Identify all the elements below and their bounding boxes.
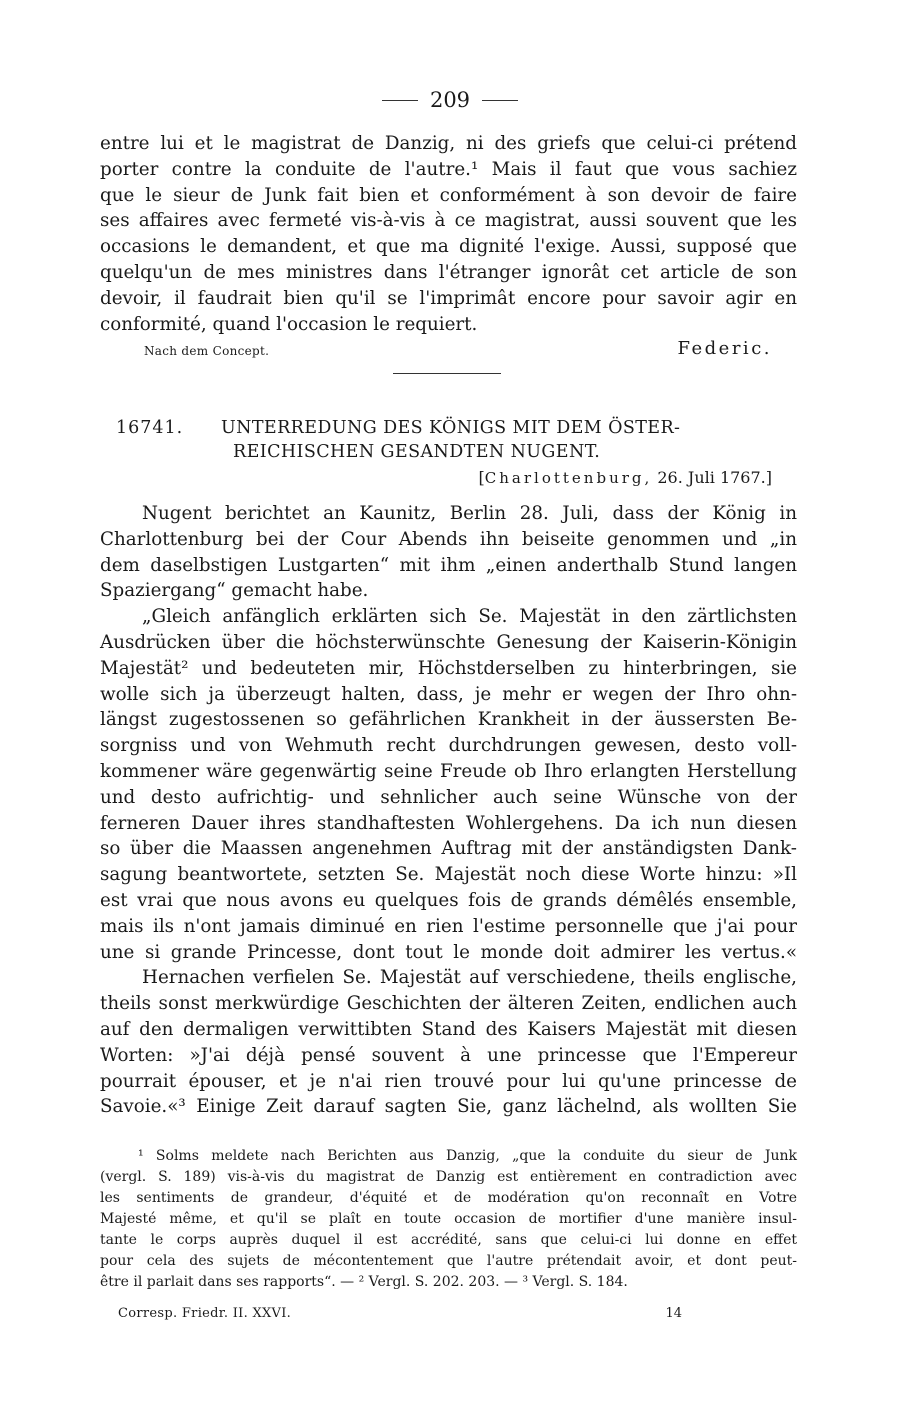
document-number: 16741.	[116, 418, 184, 438]
text-line: une si grande Princesse, dont tout le monde doit admirer les vertus.«	[100, 941, 797, 963]
footnote-line: (vergl. S. 189) vis-à-vis du magistrat de Danzig est entièrement en contradiction avec	[100, 1169, 797, 1185]
text-line: pourrait épouser, et je n'ai rien trouvé pour lui qu'une princesse de	[100, 1070, 797, 1092]
footnote-line: ¹ Solms meldete nach Berichten aus Danzig, „que la conduite du sieur de Junk	[138, 1148, 797, 1164]
text-line: Savoie.«³ Einige Zeit darauf sagten Sie, ganz lächelnd, als wollten Sie	[100, 1096, 797, 1118]
sheet-number: 14	[665, 1306, 682, 1321]
text-line: ferneren Dauer ihres standhaftesten Wohlergehens. Da ich nun diesen	[100, 812, 797, 834]
dateline-place: Charlottenburg,	[484, 469, 653, 487]
text-line: Nugent berichtet an Kaunitz, Berlin 28. Juli, dass der König in	[142, 503, 797, 524]
report-body	[100, 501, 797, 1120]
text-line: auf den dermaligen verwittibten Stand des Kaisers Majestät mit diesen	[100, 1018, 797, 1040]
text-line: längst zugestossenen so gefährlichen Krankheit in der äussersten Be-	[100, 709, 797, 731]
text-line: quelqu'un de mes ministres dans l'étranger ignorât cet article de son	[100, 261, 797, 283]
text-line: sorgniss und von Wehmuth recht durchdrungen gewesen, desto voll-	[100, 735, 797, 757]
source-note: Nach dem Concept.	[144, 344, 270, 358]
text-line: Hernachen verfielen Se. Majestät auf verschiedene, theils englische,	[142, 967, 797, 989]
letter-end-paragraph	[100, 131, 797, 337]
text-line: so über die Maassen angenehmen Auftrag mit der anständigsten Dank-	[100, 838, 797, 860]
footnote-line: tante le corps auprès duquel il est accrédité, sans que celui-ci lui donne en effet	[100, 1232, 797, 1248]
text-line: mais ils n'ont jamais diminué en rien l'estime personnelle que j'ai pour	[100, 915, 797, 937]
footnote-line: les sentiments de grandeur, d'équité et de modération qu'on reconnaît en Votre	[100, 1190, 797, 1206]
header-dash-right	[482, 100, 518, 101]
text-line: que le sieur de Junk fait bien et conformément à son devoir de faire	[100, 184, 797, 206]
header-dash-left	[382, 100, 418, 101]
text-line: est vrai que nous avons eu quelques fois de grands démêlés ensemble,	[100, 889, 797, 911]
text-line: sagung beantwortete, setzten Se. Majestät noch diese Worte hinzu: »Il	[100, 864, 797, 886]
section-divider	[393, 373, 501, 374]
text-line: devoir, il faudrait bien qu'il se l'imprimât encore pour savoir agir en	[100, 287, 797, 309]
text-line: und desto aufrichtig- und sehnlicher auch seine Wünsche von der	[100, 786, 797, 808]
text-line: conformité, quand l'occasion le requiert.	[100, 313, 478, 335]
text-line: occasions le demandent, et que ma dignité l'exige. Aussi, supposé que	[100, 236, 797, 258]
heading-title-line2: REICHISCHEN GESANDTEN NUGENT.	[233, 442, 601, 462]
dateline: [Charlottenburg, 26. Juli 1767.]	[478, 468, 772, 487]
signature-mark: Corresp. Friedr. II. XXVI.	[118, 1306, 292, 1321]
page-number: 209	[429, 88, 471, 112]
text-line: dem daselbstigen Lustgarten“ mit ihm „einen anderthalb Stund langen	[100, 554, 797, 576]
text-line: Majestät² und bedeuteten mir, Höchstderselben zu hinterbringen, sie	[100, 657, 797, 679]
text-line: entre lui et le magistrat de Danzig, ni des griefs que celui-ci prétend	[100, 133, 797, 154]
text-line: kommener wäre gegenwärtig seine Freude ob Ihro erlangten Herstellung	[100, 760, 797, 782]
text-line: Spaziergang“ gemacht habe.	[100, 580, 369, 602]
text-line: Charlottenburg bei der Cour Abends ihn beiseite genommen und „in	[100, 528, 797, 550]
text-line: ses affaires avec fermeté vis-à-vis à ce magistrat, aussi souvent que les	[100, 210, 797, 232]
text-line: porter contre la conduite de l'autre.¹ Mais il faut que vous sachiez	[100, 158, 797, 180]
text-line: „Gleich anfänglich erklärten sich Se. Majestät in den zärtlichsten	[142, 606, 797, 628]
page-header	[0, 86, 900, 114]
dateline-date: 26. Juli 1767.	[657, 468, 766, 487]
text-line: Ausdrücken über die höchsterwünschte Genesung der Kaiserin-Königin	[100, 631, 797, 653]
signature: Federic.	[677, 338, 772, 359]
footnote-line: Majesté même, et qu'il se plaît en toute occasion de mortifier d'une manière insul-	[100, 1211, 797, 1227]
heading-title-line1: UNTERREDUNG DES KÖNIGS MIT DEM ÖSTER-	[221, 418, 681, 438]
source-row	[100, 338, 772, 364]
text-line: wolle sich ja überzeugt halten, dass, je mehr er wegen der Ihro ohn-	[100, 683, 797, 705]
text-line: Worten: »J'ai déjà pensé souvent à une princesse que l'Empereur	[100, 1044, 797, 1066]
text-line: theils sonst merkwürdige Geschichten der älteren Zeiten, endlichen auch	[100, 993, 797, 1015]
footnote-line: pour cela des sujets de mécontentement que l'autre prétendait avoir, et dont peut-	[100, 1253, 797, 1269]
footnote-line: être il parlait dans ses rapports“. — ² Vergl. S. 202. 203. — ³ Vergl. S. 184.	[100, 1274, 628, 1290]
footnotes	[100, 1146, 797, 1293]
